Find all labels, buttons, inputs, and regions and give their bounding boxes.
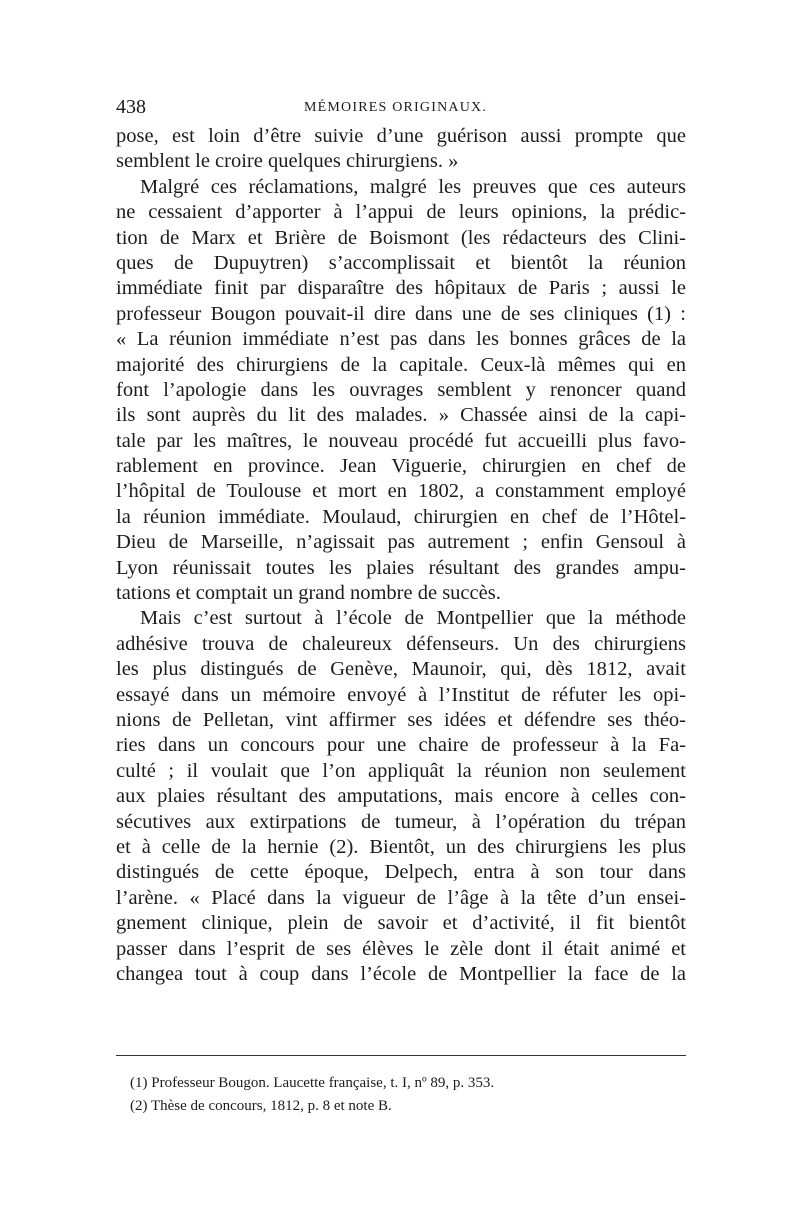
text-line: et à celle de la hernie (2). Bientôt, un des chirurgiens les plus bbox=[116, 835, 686, 858]
page-number: 438 bbox=[116, 96, 146, 118]
text-line: la réunion immédiate. Moulaud, chirurgien en chef de l’Hôtel- bbox=[116, 505, 686, 528]
text-line: tale par les maîtres, le nouveau procédé fut accueilli plus favo- bbox=[116, 429, 686, 452]
text-line: Mais c’est surtout à l’école de Montpellier que la méthode bbox=[140, 607, 686, 630]
running-head: MÉMOIRES ORIGINAUX. bbox=[304, 100, 488, 115]
text-line: adhésive trouva de chaleureux défenseurs. Un des chirurgiens bbox=[116, 632, 686, 655]
text-line: rablement en province. Jean Viguerie, chirurgien en chef de bbox=[116, 455, 686, 478]
text-line: ries dans un concours pour une chaire de professeur à la Fa- bbox=[116, 734, 686, 757]
text-line: Lyon réunissait toutes les plaies résultant des grandes ampu- bbox=[116, 556, 686, 579]
text-line: majorité des chirurgiens de la capitale. Ceux-là mêmes qui en bbox=[116, 353, 686, 376]
footnotes bbox=[130, 1072, 686, 1118]
text-line: professeur Bougon pouvait-il dire dans une de ses cliniques (1) : bbox=[116, 302, 686, 325]
text-line: gnement clinique, plein de savoir et d’activité, il fit bientôt bbox=[116, 912, 686, 935]
text-line: ils sont auprès du lit des malades. » Chassée ainsi de la capi- bbox=[116, 404, 686, 427]
text-line: ne cessaient d’apporter à l’appui de leurs opinions, la prédic- bbox=[116, 201, 686, 224]
text-line: pose, est loin d’être suivie d’une guérison aussi prompte que bbox=[116, 125, 686, 147]
text-line: tion de Marx et Brière de Boismont (les rédacteurs des Clini- bbox=[116, 226, 686, 249]
text-line: ques de Dupuytren) s’accomplissait et bientôt la réunion bbox=[116, 251, 686, 274]
text-line: l’arène. « Placé dans la vigueur de l’âge à la tête d’un ensei- bbox=[116, 886, 686, 909]
footnote-1: (1) Professeur Bougon. Laucette française, t. I, nº 89, p. 353. bbox=[130, 1075, 495, 1091]
text-line: les plus distingués de Genève, Maunoir, qui, dès 1812, avait bbox=[116, 658, 686, 681]
text-line: immédiate finit par disparaître des hôpitaux de Paris ; aussi le bbox=[116, 277, 686, 300]
footnote-2: (2) Thèse de concours, 1812, p. 8 et note B. bbox=[130, 1098, 392, 1114]
text-line: font l’apologie dans les ouvrages semblent y renoncer quand bbox=[116, 378, 686, 401]
body-text bbox=[116, 124, 686, 987]
text-line: nions de Pelletan, vint affirmer ses idées et défendre ses théo- bbox=[116, 708, 686, 731]
text-line: « La réunion immédiate n’est pas dans les bonnes grâces de la bbox=[116, 328, 686, 351]
text-line: semblent le croire quelques chirurgiens. » bbox=[116, 150, 459, 173]
text-line: Dieu de Marseille, n’agissait pas autrement ; enfin Gensoul à bbox=[116, 531, 686, 554]
text-line: l’hôpital de Toulouse et mort en 1802, a constamment employé bbox=[116, 480, 686, 503]
text-line: Malgré ces réclamations, malgré les preuves que ces auteurs bbox=[140, 175, 686, 198]
text-line: distingués de cette époque, Delpech, entra à son tour dans bbox=[116, 861, 686, 884]
page-header bbox=[116, 96, 696, 120]
footnote-rule bbox=[116, 1055, 686, 1056]
text-line: aux plaies résultant des amputations, mais encore à celles con- bbox=[116, 785, 686, 808]
text-line: tations et comptait un grand nombre de succès. bbox=[116, 582, 501, 605]
text-line: passer dans l’esprit de ses élèves le zèle dont il était animé et bbox=[116, 937, 686, 960]
text-line: sécutives aux extirpations de tumeur, à l’opération du trépan bbox=[116, 810, 686, 833]
text-line: essayé dans un mémoire envoyé à l’Institut de réfuter les opi- bbox=[116, 683, 686, 706]
text-line: culté ; il voulait que l’on appliquât la réunion non seulement bbox=[116, 759, 686, 782]
text-line: changea tout à coup dans l’école de Montpellier la face de la bbox=[116, 962, 686, 985]
